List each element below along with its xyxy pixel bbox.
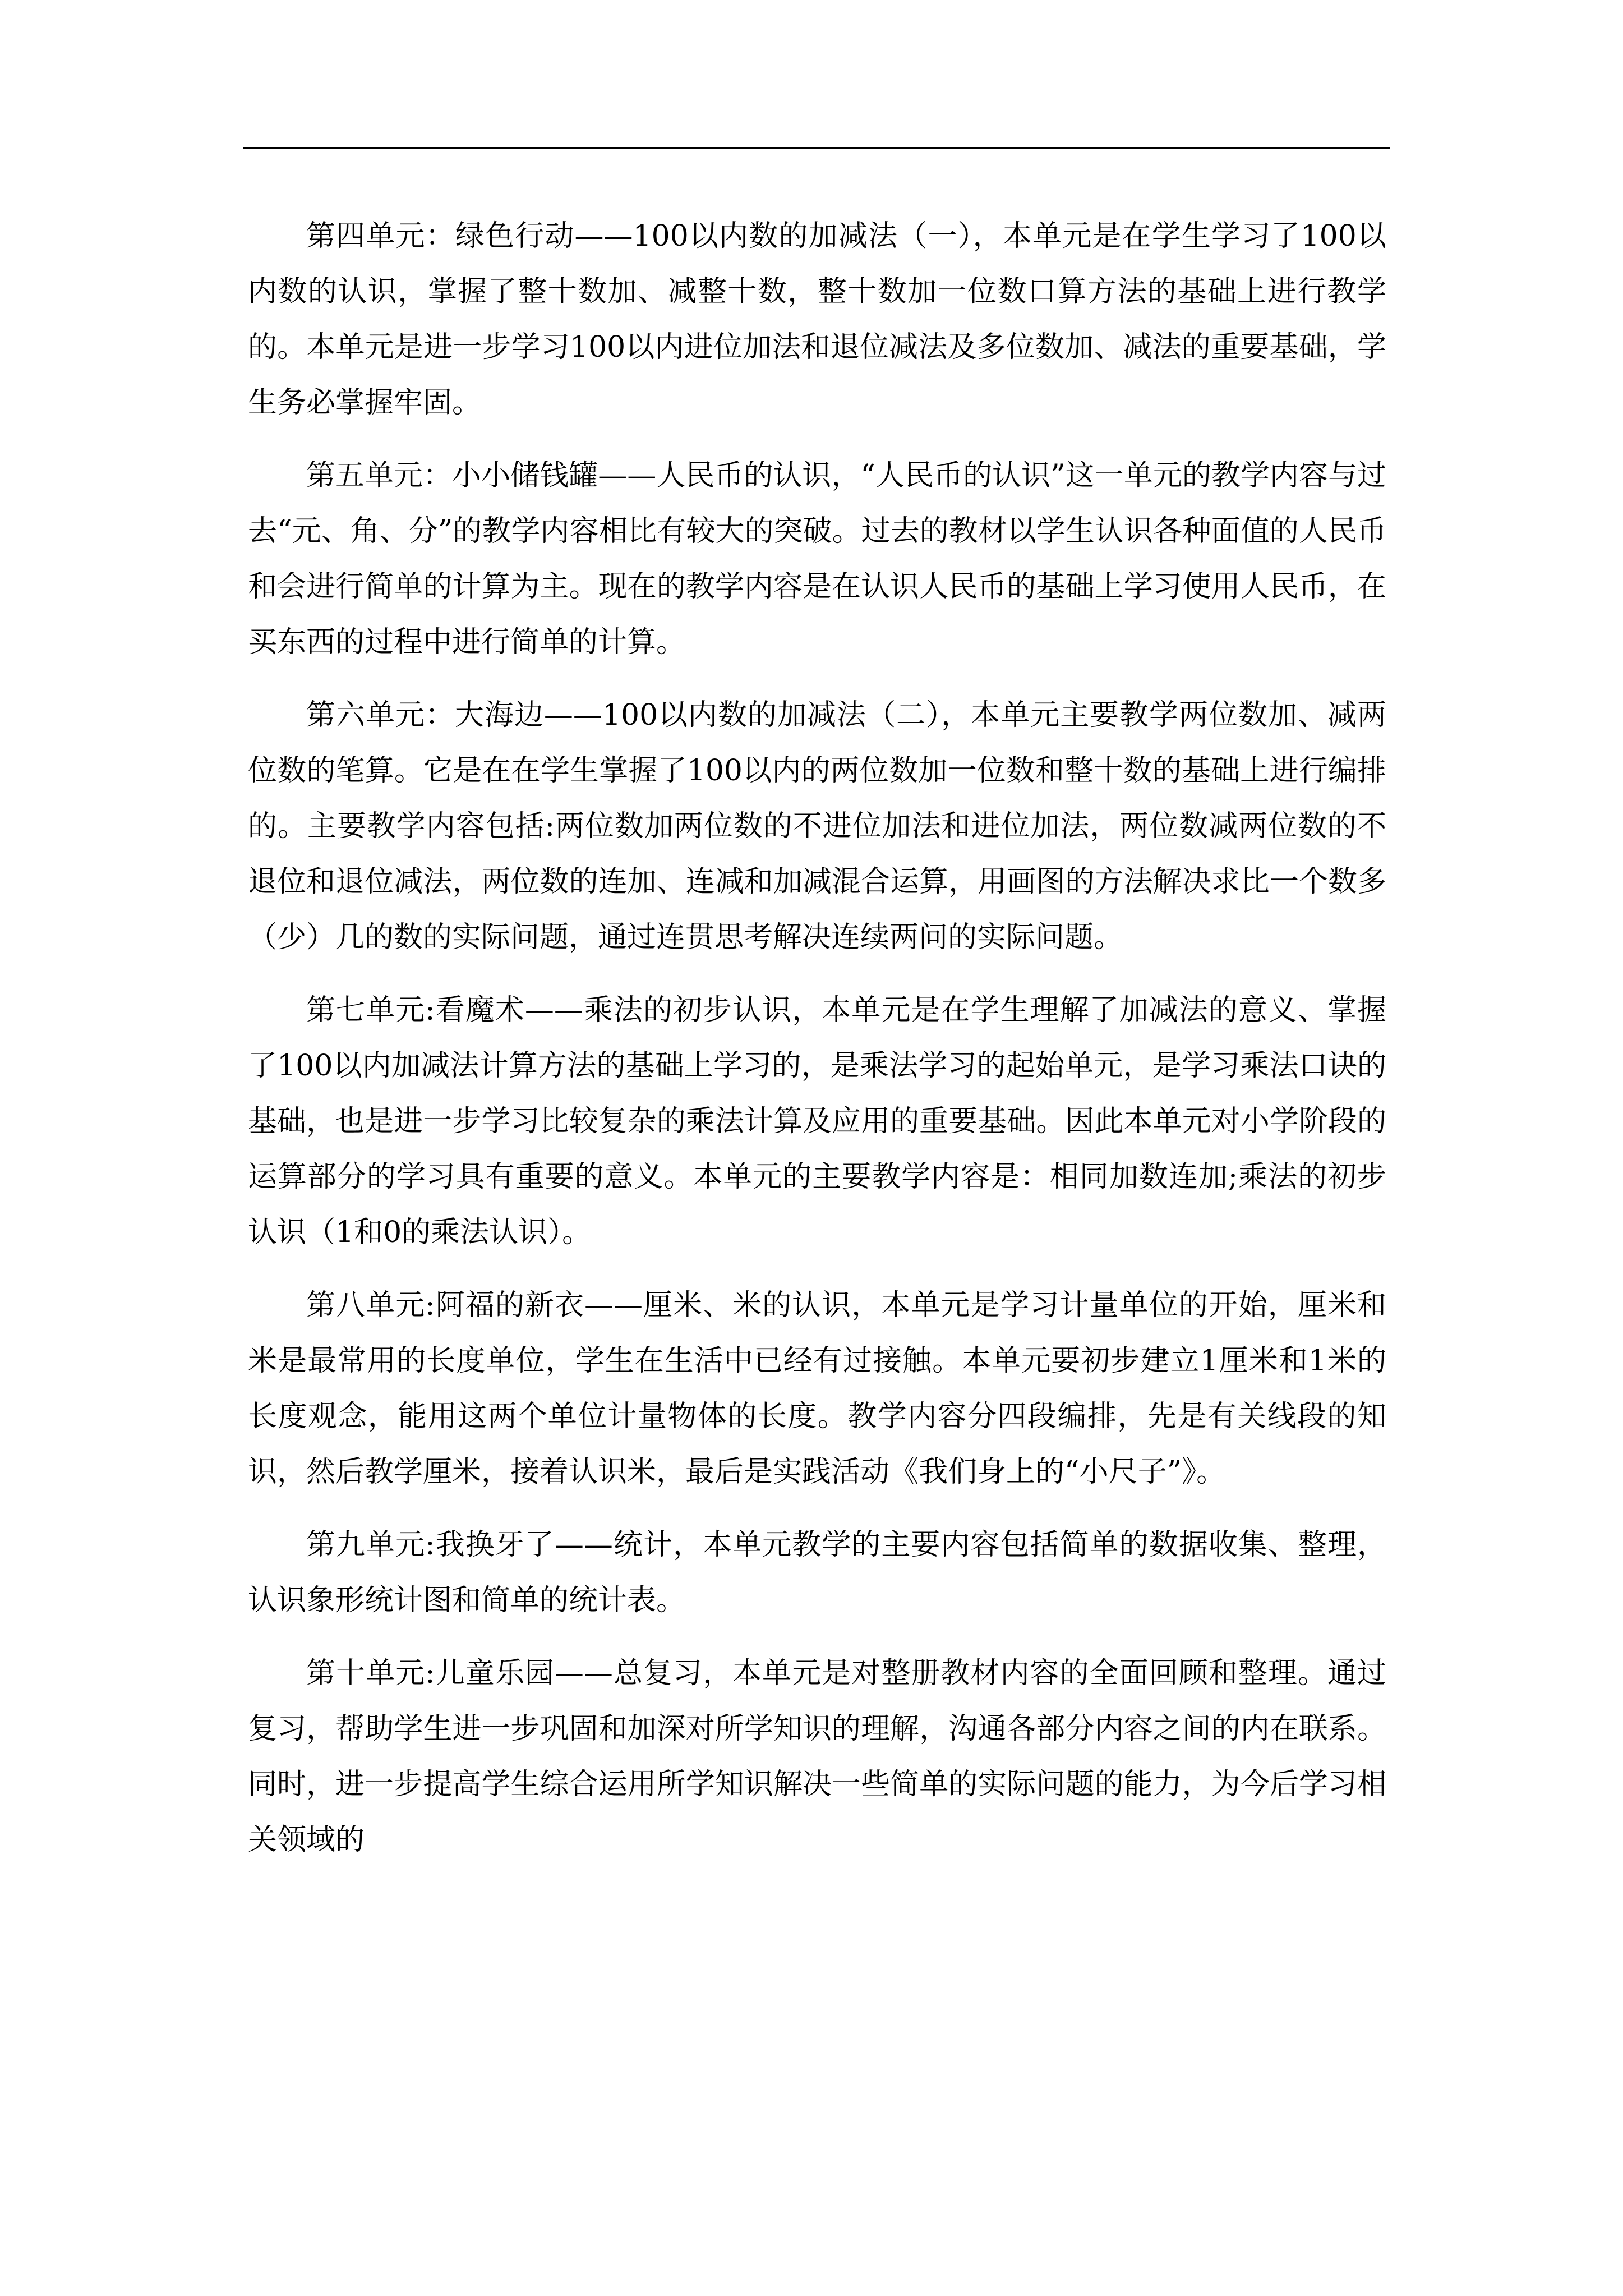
paragraph-unit-9: 第九单元:我换牙了——统计，本单元教学的主要内容包括简单的数据收集、整理，认识象形统计图和简单的统计表。 bbox=[248, 1528, 1386, 1617]
paragraph-unit-8: 第八单元:阿福的新衣——厘米、米的认识，本单元是学习计量单位的开始，厘米和米是最常用的长度单位，学生在生活中已经有过接触。本单元要初步建立1厘米和1米的长度观念，能用这两个单位计量物体的长度。教学内容分四段编排，先是有关线段的知识，然后教学厘米，接着认识米，最后是实践活动《我们身上的“小尺子”》。 bbox=[248, 1289, 1386, 1489]
paragraph-unit-5: 第五单元：小小储钱罐——人民币的认识，“人民币的认识”这一单元的教学内容与过去“元、角、分”的教学内容相比有较大的突破。过去的教材以学生认识各种面值的人民币和会进行简单的计算为主。现在的教学内容是在认识人民币的基础上学习使用人民币，在买东西的过程中进行简单的计算。 bbox=[248, 459, 1386, 659]
document-body bbox=[248, 209, 1386, 1885]
paragraph-unit-4: 第四单元：绿色行动——100以内数的加减法（一），本单元是在学生学习了100以内数的认识，掌握了整十数加、减整十数，整十数加一位数口算方法的基础上进行教学的。本单元是进一步学习100以内进位加法和退位减法及多位数加、减法的重要基础，学生务必掌握牢固。 bbox=[248, 219, 1386, 420]
paragraph-unit-10: 第十单元:儿童乐园——总复习，本单元是对整册教材内容的全面回顾和整理。通过复习，帮助学生进一步巩固和加深对所学知识的理解，沟通各部分内容之间的内在联系。同时，进一步提高学生综合运用所学知识解决一些简单的实际问题的能力，为今后学习相关领域的 bbox=[248, 1657, 1386, 1857]
paragraph-unit-7: 第七单元:看魔术——乘法的初步认识，本单元是在学生理解了加减法的意义、掌握了100以内加减法计算方法的基础上学习的，是乘法学习的起始单元，是学习乘法口诀的基础，也是进一步学习比较复杂的乘法计算及应用的重要基础。因此本单元对小学阶段的运算部分的学习具有重要的意义。本单元的主要教学内容是：相同加数连加;乘法的初步认识（1和0的乘法认识）。 bbox=[248, 993, 1386, 1249]
paragraph-unit-6: 第六单元：大海边——100以内数的加减法（二），本单元主要教学两位数加、减两位数的笔算。它是在在学生掌握了100以内的两位数加一位数和整十数的基础上进行编排的。主要教学内容包括:两位数加两位数的不进位加法和进位加法，两位数减两位数的不退位和退位减法，两位数的连加、连减和加减混合运算，用画图的方法解决求比一个数多（少）几的数的实际问题，通过连贯思考解决连续两问的实际问题。 bbox=[248, 698, 1386, 954]
header-divider bbox=[243, 147, 1390, 149]
